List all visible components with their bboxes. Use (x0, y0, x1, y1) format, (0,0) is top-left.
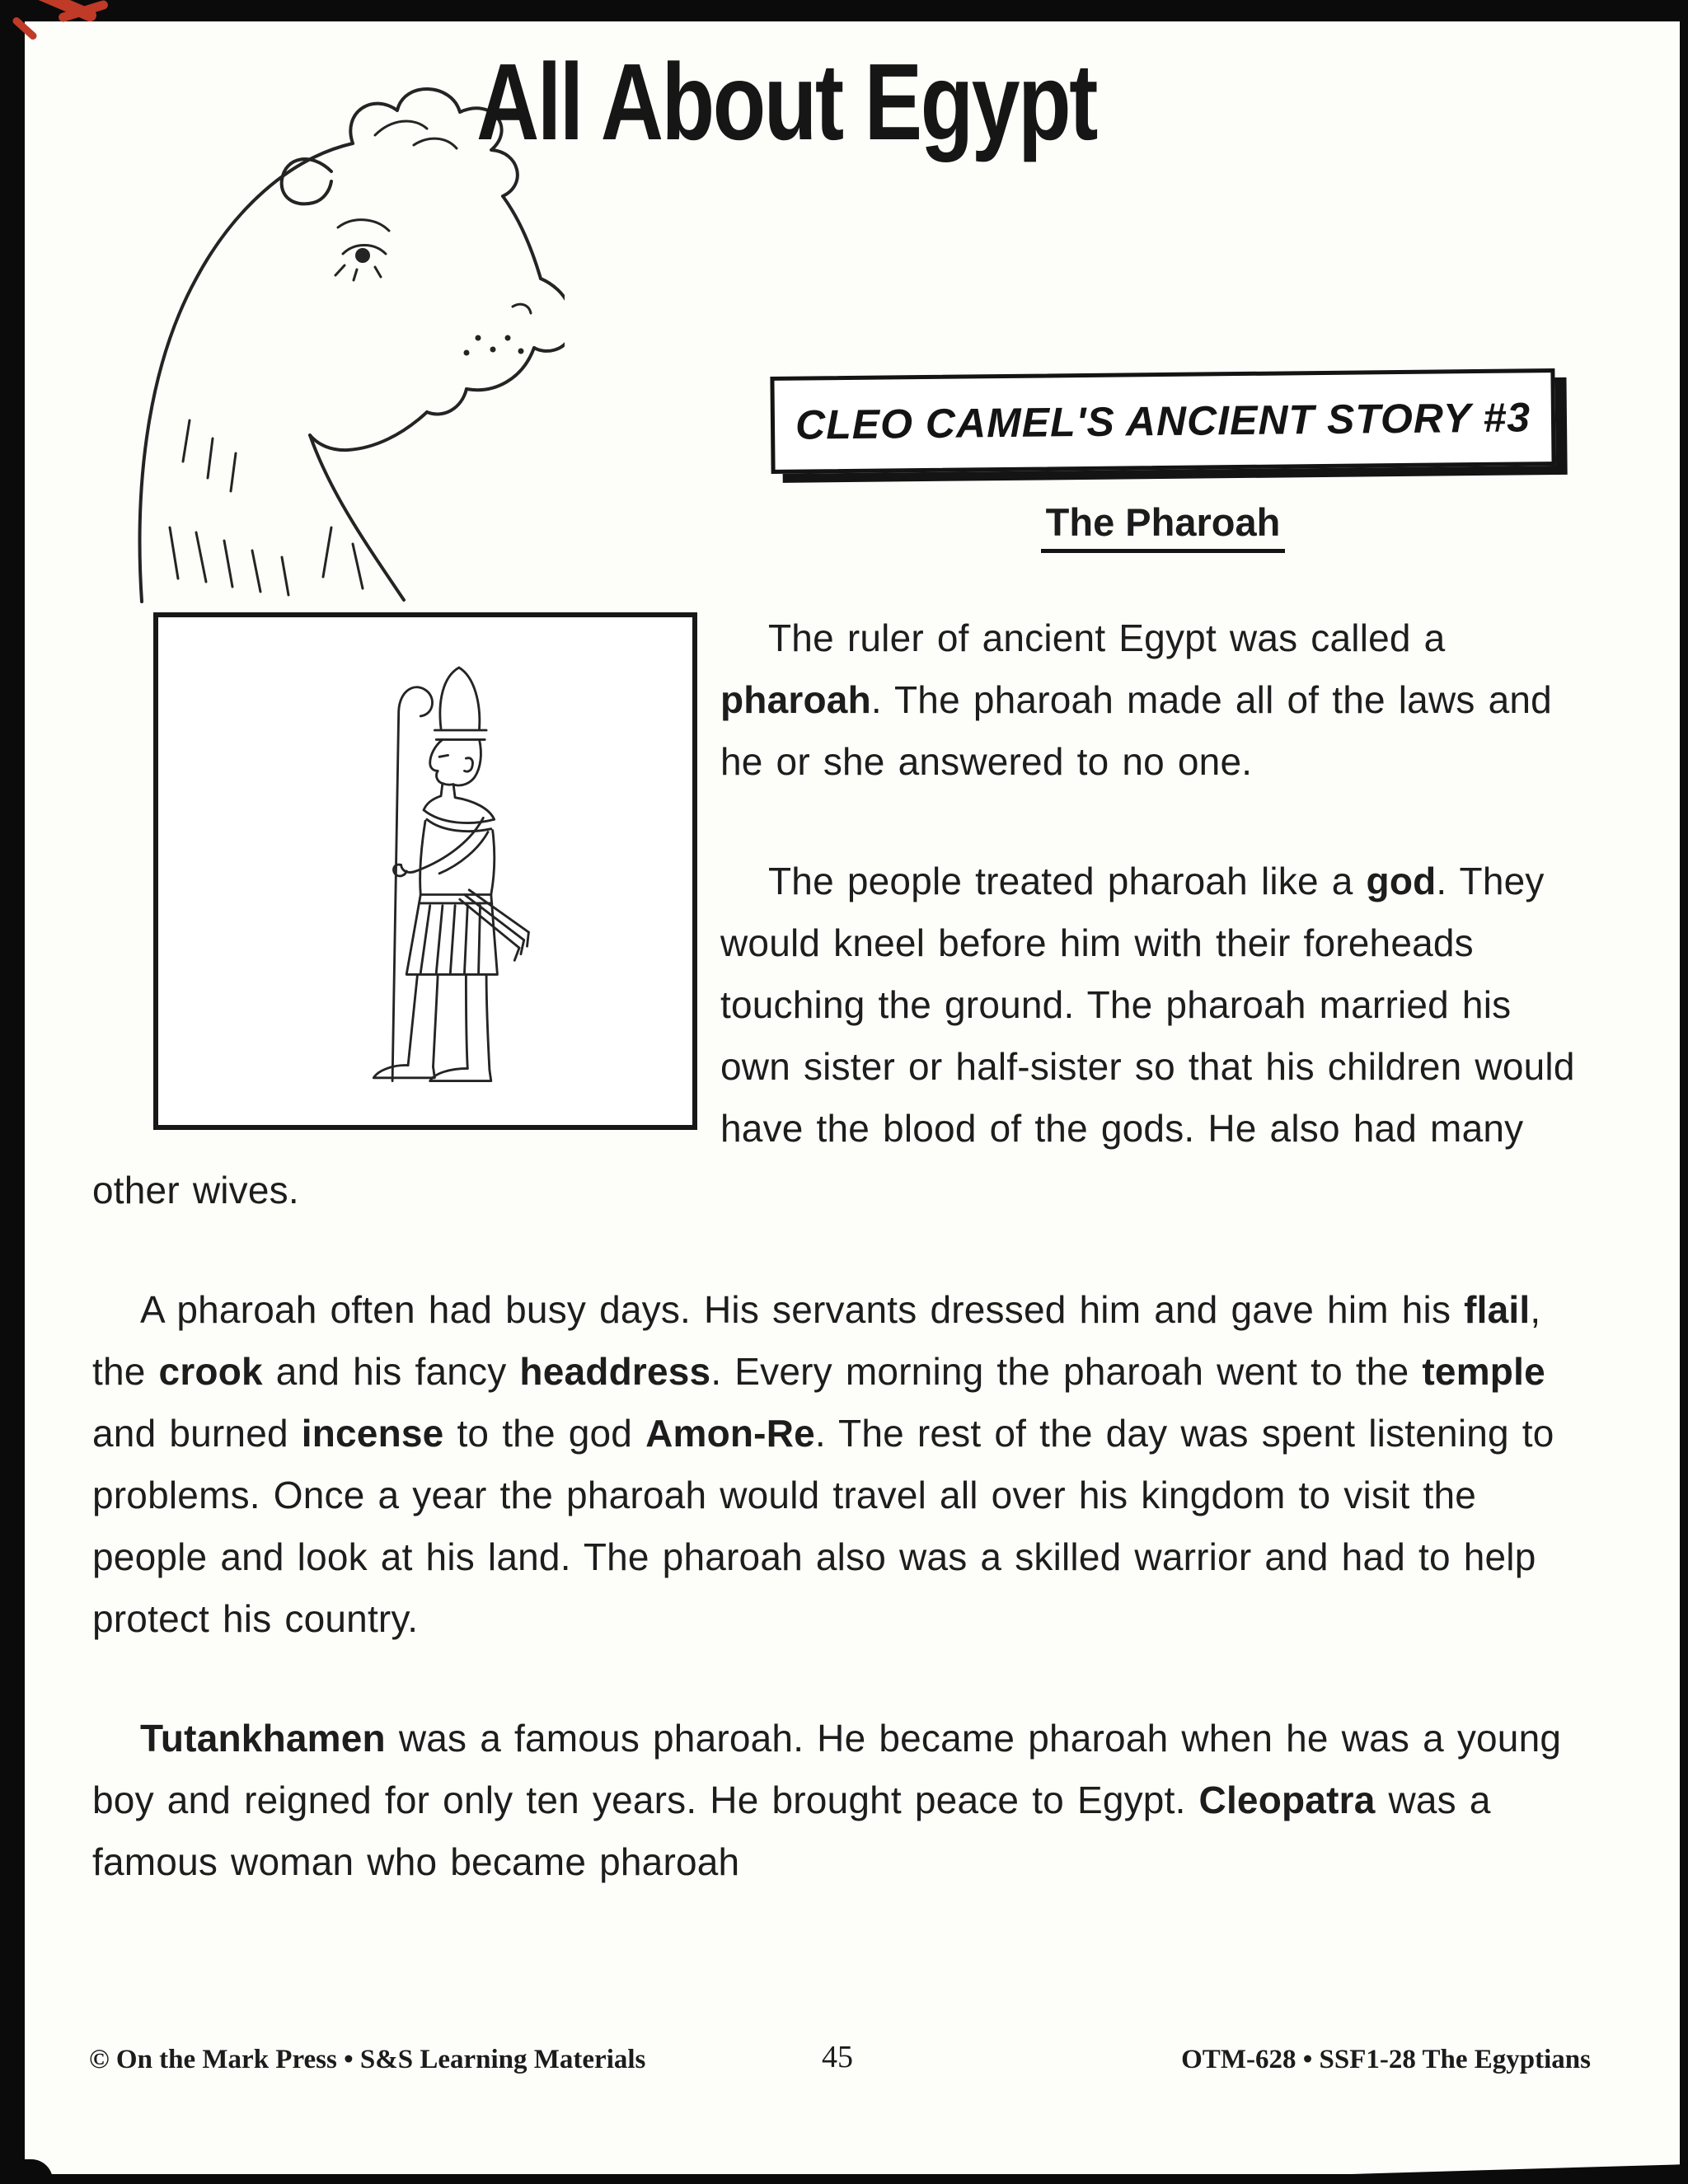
catalog-code: OTM-628 • SSF1-28 The Egyptians (1181, 2045, 1591, 2074)
paragraph-god: The people treated pharoah like a god. They would kneel before him with their foreheads touching the ground. The pharoah married his own sister or half-sister so that his children would have the blood of the gods. He also had many other wives. (92, 860, 1575, 1212)
pharaoh-illustration-frame (153, 612, 697, 1130)
section-heading-text: The Pharoah (1041, 499, 1286, 553)
page-footer (89, 2034, 1591, 2075)
paragraph-busy-days: A pharoah often had busy days. His servants dressed him and gave him his flail, the crook and his fancy headdress. Every morning the pharoah went to the temple and burned incense to the god Amon-Re. The rest of the day was spent listening to problems. Once a year the pharoah would travel all over his kingdom to visit the people and look at his land. The pharoah also was a skilled warrior and had to help protect his country. (92, 1288, 1554, 1640)
page-number: 45 (821, 2040, 853, 2074)
scan-edge-left (0, 0, 25, 2184)
scan-corner-mark (0, 2159, 53, 2184)
story-content (92, 607, 1582, 1951)
paragraph-ruler: The ruler of ancient Egypt was called a pharoah. The pharoah made all of the laws and he or she answered to no one. (720, 616, 1552, 783)
copyright-text: © On the Mark Press • S&S Learning Materials (89, 2045, 646, 2074)
scan-edge-right (1680, 0, 1688, 2184)
paragraph-tutankhamen: Tutankhamen was a famous pharoah. He became pharoah when he was a young boy and reigned for only ten years. He brought peace to Egypt. Cleopatra was a famous woman who became pharoah (92, 1717, 1562, 1883)
section-heading (771, 499, 1555, 553)
page-title: All About Egypt (476, 41, 1096, 162)
pharaoh-icon (289, 636, 561, 1106)
story-banner-text: CLEO CAMEL'S ANCIENT STORY #3 (795, 394, 1531, 448)
scan-edge-top (0, 0, 1688, 21)
story-banner (770, 368, 1555, 474)
